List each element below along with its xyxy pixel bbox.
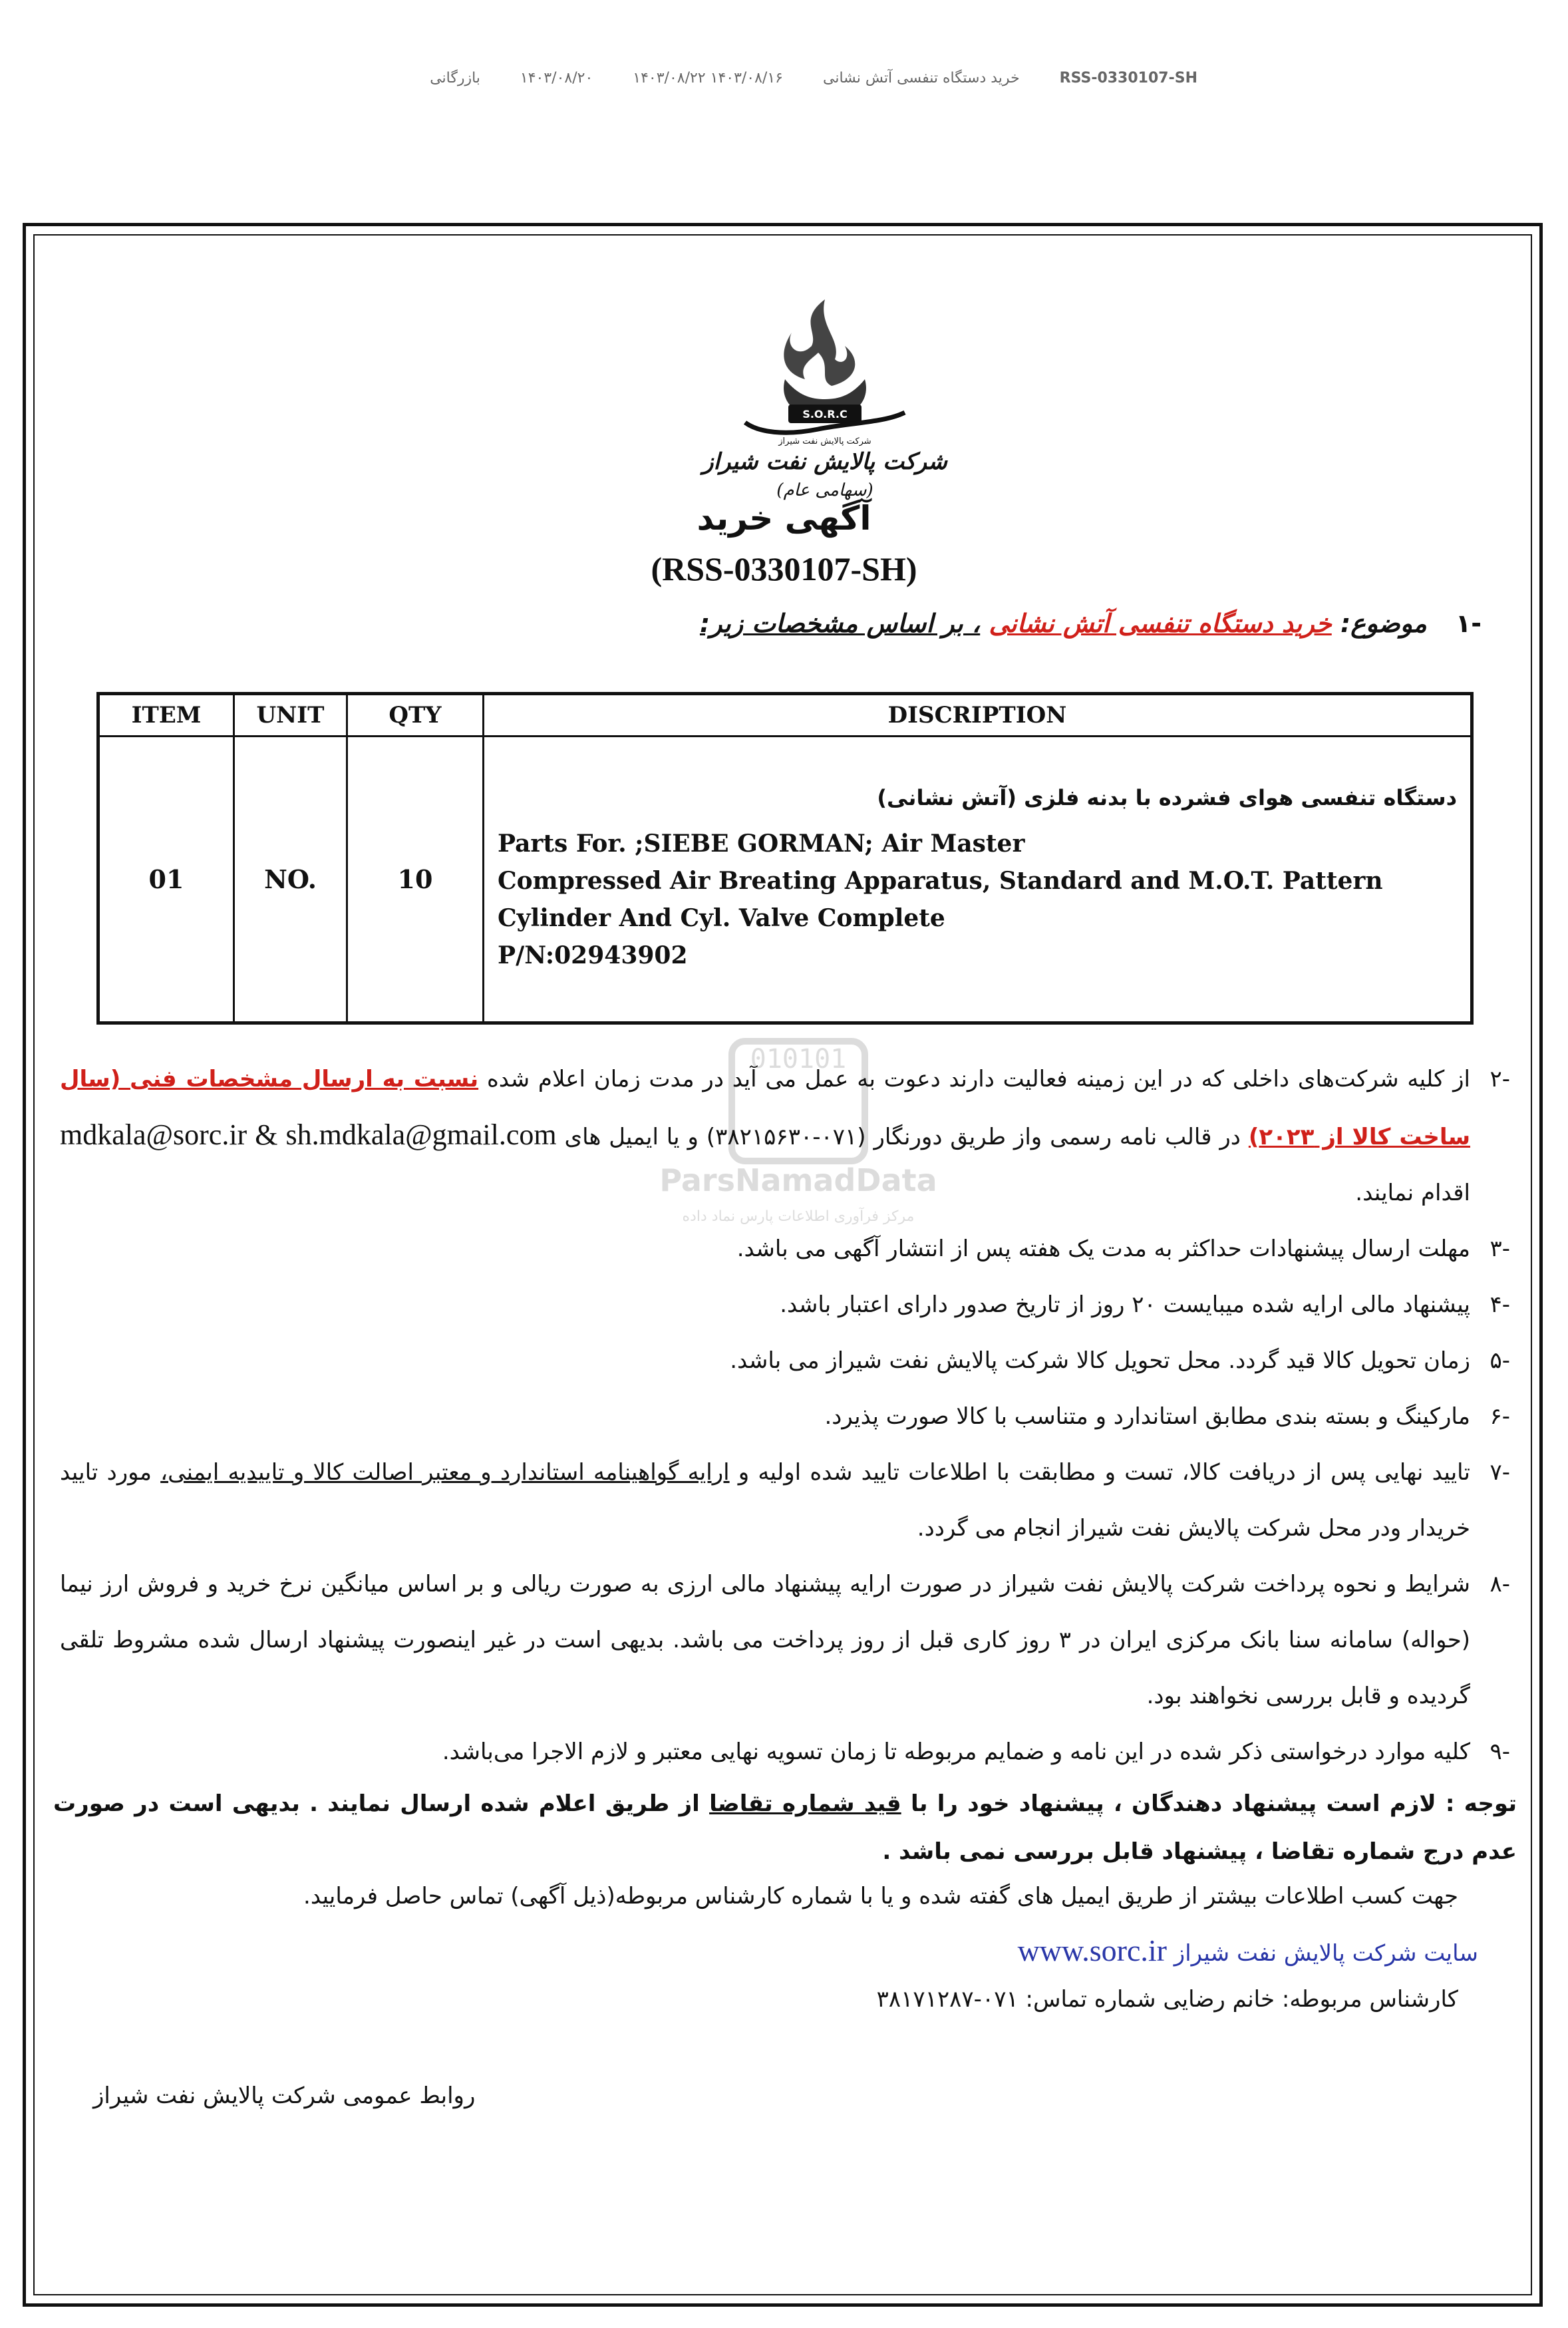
svg-text:010101: 010101: [750, 1044, 847, 1075]
paragraph-6: -۶ مارکینگ و بسته بندی مطابق استاندارد و متناسب با کالا صورت پذیرد.: [824, 1403, 1510, 1430]
desc-persian: دستگاه تنفسی هوای فشرده با بدنه فلزی (آتش نشانی): [877, 784, 1457, 810]
table-row: [98, 737, 1472, 1023]
paragraph-8: -۸ شرایط و نحوه پرداخت شرکت پالایش نفت شیراز در صورت ارایه پیشنهاد مالی ارزی به صورت ریالی و بر اساس میانگین نرخ خرید و فروش ارز نیما (حواله) سامانه سنا بانک مرکزی ایران در ۳ روز کاری قبل از روز پرداخت می باشد. بدیهی است در غیر اینصورت پیشنهاد ارسال شده مشروط تلقی گردیده و قابل بررسی نخواهند بود.: [60, 1571, 1510, 1709]
paragraph-4: -۴ پیشنهاد مالی ارایه شده میبایست ۲۰ روز از تاریخ صدور دارای اعتبار باشد.: [780, 1291, 1510, 1318]
subject-label: موضوع:: [1340, 609, 1427, 638]
page-title: آگهی خرید: [697, 499, 871, 538]
sorc-logo: [703, 286, 947, 506]
svg-text:ParsNamadData: ParsNamadData: [659, 1162, 937, 1198]
paragraph-2: -۲ از کلیه شرکت‌های داخلی که در این زمینه فعالیت دارند دعوت به عمل می آید در مدت زمان اعلام شده نسبت به ارسال مشخصات فنی (سال ساخت کالا از ۲۰۲۳) در قالب نامه رسمی واز طریق دورنگار (۰۷۱-۳۸۲۱۵۶۳۰) و یا ایمیل های mdkala@sorc.ir & sh.mdkala@gmail.com اقدام نمایند.: [60, 1066, 1510, 1206]
strip-dates: ۱۴۰۳/۰۸/۱۶ ۱۴۰۳/۰۸/۲۲: [633, 69, 783, 86]
cell-desc: [484, 737, 1472, 1023]
subject-line: [700, 609, 1482, 638]
top-strip: [399, 61, 1197, 94]
tender-code: (RSS-0330107-SH): [651, 550, 917, 587]
desc-en-2: Compressed Air Breating Apparatus, Standard and M.O.T. Pattern: [498, 866, 1383, 895]
site-line: [1018, 1933, 1478, 1968]
paragraph-5: -۵ زمان تحویل کالا قید گردد. محل تحویل کالا شرکت پالایش نفت شیراز می باشد.: [730, 1347, 1510, 1374]
site-label: سایت شرکت پالایش نفت شیراز: [1174, 1940, 1478, 1967]
cell-item: 01: [98, 737, 234, 1023]
site-link[interactable]: www.sorc.ir: [1017, 1933, 1167, 1967]
th-qty: QTY: [347, 694, 484, 737]
th-unit: UNIT: [234, 694, 347, 737]
subject-number: -۱: [1456, 609, 1482, 638]
strip-subject: خرید دستگاه تنفسی آتش نشانی: [822, 69, 1020, 86]
email-2[interactable]: sh.mdkala@gmail.com: [285, 1118, 557, 1151]
cell-unit: NO.: [234, 737, 347, 1023]
th-item: ITEM: [98, 694, 234, 737]
cell-qty: 10: [347, 737, 484, 1023]
desc-en-4: P/N:02943902: [498, 941, 688, 969]
desc-en-3: Cylinder And Cyl. Valve Complete: [498, 904, 945, 932]
info-line: جهت کسب اطلاعات بیشتر از طریق ایمیل های گفته شده و یا با شماره کارشناس مربوطه(ذیل آگهی) تماس حاصل فرمایید.: [303, 1883, 1458, 1910]
conditions-list: [60, 1051, 1510, 1780]
footer-signature: روابط عمومی شرکت پالایش نفت شیراز: [93, 2082, 476, 2109]
paragraph-3: -۳ مهلت ارسال پیشنهادات حداکثر به مدت یک هفته پس از انتشار آگهی می باشد.: [736, 1236, 1510, 1262]
svg-text:S.O.R.C: S.O.R.C: [802, 408, 848, 420]
email-1[interactable]: mdkala@sorc.ir &: [60, 1118, 278, 1151]
strip-date2: ۱۴۰۳/۰۸/۲۰: [520, 69, 593, 86]
subject-tail: ، بر اساس مشخصات زیر:: [699, 609, 981, 638]
subject-highlight: خرید دستگاه تنفسی آتش نشانی: [989, 609, 1332, 638]
table-header-row: [98, 694, 1472, 737]
svg-text:مرکز فرآوری اطلاعات پارس نماد: مرکز فرآوری اطلاعات پارس نماد داده: [682, 1208, 915, 1225]
th-desc: DISCRIPTION: [484, 694, 1472, 737]
note: توجه : لازم است پیشنهاد دهندگان ، پیشنهاد خود را با قید شماره تقاضا از طریق اعلام شده ارسال نمایند . بدیهی است در صورت عدم درج شماره تقاضا ، پیشنهاد قابل بررسی نمی باشد .: [53, 1790, 1517, 1865]
paragraph-9: -۹ کلیه موارد درخواستی ذکر شده در این نامه و ضمایم مربوطه تا زمان تسویه نهایی معتبر و لازم الاجرا می‌باشد.: [442, 1739, 1510, 1765]
paragraph-7: -۷ تایید نهایی پس از دریافت کالا، تست و مطابقت با اطلاعات تایید شده اولیه و ارایه گواهینامه استاندارد و معتبر اصالت کالا و تاییدیه ایمنی، مورد تایید خریدار ودر محل شرکت پالایش نفت شیراز انجام می گردد.: [60, 1459, 1510, 1542]
strip-dept: بازرگانی: [430, 69, 480, 86]
svg-text:(سهامی عام): (سهامی عام): [776, 480, 873, 500]
desc-en-1: Parts For. ;SIEBE GORMAN; Air Master: [498, 829, 1025, 858]
items-table: [96, 692, 1474, 1025]
svg-text:شرکت پالایش نفت شیراز: شرکت پالایش نفت شیراز: [703, 448, 947, 475]
contact-line: کارشناس مربوطه: خانم رضایی شماره تماس: ۰۷۱-۳۸۱۷۱۲۸۷: [876, 1986, 1458, 2013]
strip-code: RSS-0330107-SH: [1059, 69, 1197, 86]
svg-text:شرکت پالایش نفت شیراز: شرکت پالایش نفت شیراز: [778, 436, 871, 446]
